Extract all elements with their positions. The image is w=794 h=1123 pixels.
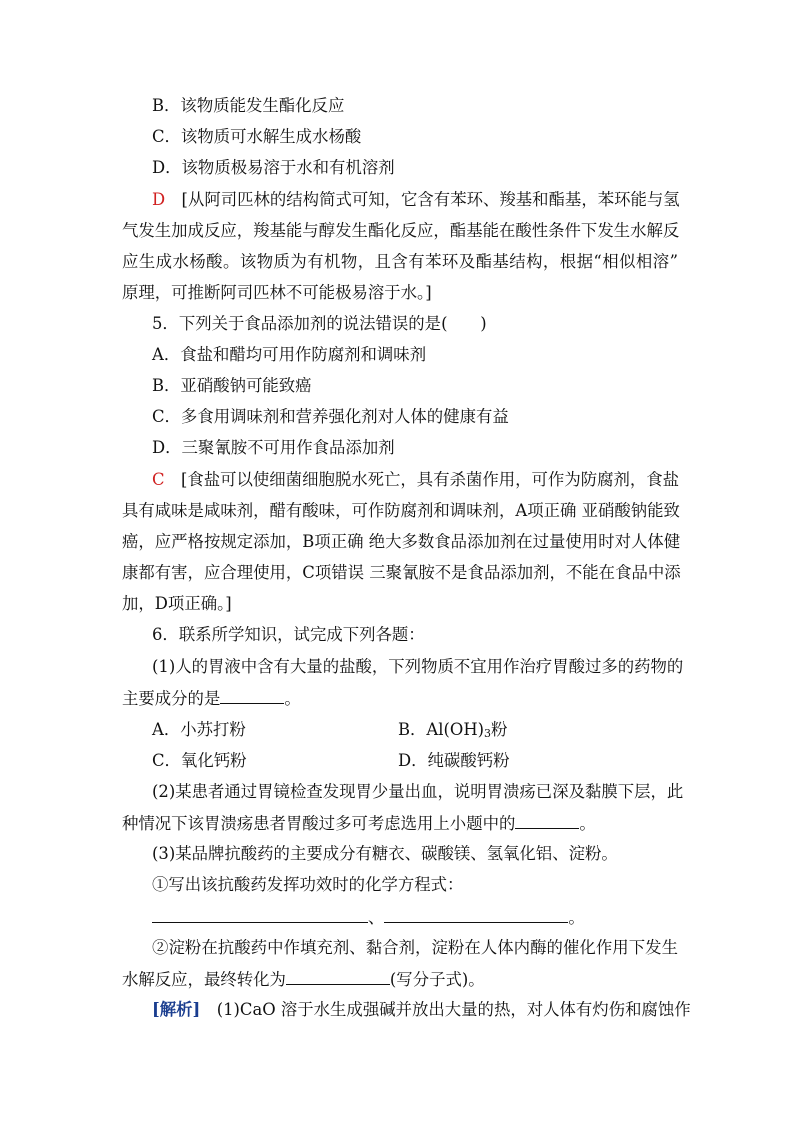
- q6-p3-2b: 水解反应，最终转化为: [122, 970, 286, 989]
- q5-explanation-line1: [152, 469, 678, 491]
- q4-option-c: C．该物质可水解生成水杨酸: [152, 127, 362, 146]
- q5-stem: 5．下列关于食品添加剂的说法错误的是( ): [152, 314, 487, 333]
- q6-optb-sub: 3: [484, 727, 492, 740]
- answer-blank-2[interactable]: [515, 812, 579, 829]
- q5-option-d: D．三聚氰胺不可用作食品添加剂: [152, 438, 395, 457]
- q6-stem: 6．联系所学知识，试完成下列各题：: [152, 625, 425, 644]
- q6-options-row1: [152, 719, 678, 741]
- q6-p1b: 主要成分的是: [122, 689, 221, 708]
- q5-answer: C: [152, 470, 165, 489]
- analysis-text: (1)CaO 溶于水生成强碱并放出大量的热，对人体有灼伤和腐蚀作: [216, 1000, 691, 1019]
- q6-part3: (3)某品牌抗酸药的主要成分有糖衣、碳酸镁、氢氧化铝、淀粉。: [152, 844, 618, 863]
- q6-part3-sub1: ①写出该抗酸药发挥功效时的化学方程式：: [152, 875, 464, 894]
- answer-blank-4[interactable]: [384, 906, 568, 923]
- q5-option-c: C．多食用调味剂和营养强化剂对人体的健康有益: [152, 407, 509, 426]
- q5-explanation-line4: 康都有害，应合理使用，C项错误 三聚氰胺不是食品添加剂，不能在食品中添: [122, 563, 681, 582]
- q6-option-a: A．小苏打粉: [152, 720, 246, 739]
- q4-option-b: B．该物质能发生酯化反应: [152, 96, 345, 115]
- answer-blank-1[interactable]: [220, 687, 284, 704]
- q4-exp1: [从阿司匹林的结构简式可知，它含有苯环、羧基和酯基，苯环能与氢: [181, 190, 680, 209]
- q6-part3-sub2-line1: ②淀粉在抗酸药中作填充剂、黏合剂，淀粉在人体内酶的催化作用下发生: [152, 938, 678, 957]
- q6-equation-end: 。: [568, 908, 585, 927]
- analysis-tag: [解析]: [152, 1000, 201, 1019]
- q6-option-c: C．氧化钙粉: [152, 751, 247, 770]
- q5-option-a: A．食盐和醋均可用作防腐剂和调味剂: [152, 345, 427, 364]
- q6-p1b-end: 。: [284, 689, 301, 708]
- q6-p2b: 种情况下该胃溃疡患者胃酸过多可考虑选用上小题中的: [122, 814, 516, 833]
- q4-answer: D: [152, 190, 166, 209]
- q4-explanation-line4: 原理，可推断阿司匹林不可能极易溶于水。]: [122, 283, 432, 302]
- q6-option-d: D．纯碳酸钙粉: [398, 751, 510, 770]
- q6-part2-line1: (2)某患者通过胃镜检查发现胃少量出血，说明胃溃疡已深及黏膜下层，此: [152, 782, 684, 801]
- q6-part2-line2: [122, 812, 678, 835]
- q6-options-row2: [152, 750, 678, 772]
- q5-exp1: [食盐可以使细菌细胞脱水死亡，具有杀菌作用，可作为防腐剂，食盐: [180, 470, 680, 489]
- q4-option-d: D．该物质极易溶于水和有机溶剂: [152, 158, 395, 177]
- q4-explanation-line1: [152, 189, 678, 211]
- q5-option-b: B．亚硝酸钠可能致癌: [152, 376, 312, 395]
- q6-optb-pre: B．Al(OH): [398, 720, 485, 739]
- q6-equation-blanks: [152, 906, 678, 929]
- q6-separator: 、: [368, 908, 385, 927]
- q6-part3-sub2-line2: [122, 968, 678, 991]
- q6-part1-line1: (1)人的胃液中含有大量的盐酸，下列物质不宜用作治疗胃酸过多的药物的: [152, 657, 684, 676]
- q6-optb-post: 粉: [491, 720, 508, 739]
- q4-explanation-line3: 应生成水杨酸。该物质为有机物，且含有苯环及酯基结构，根据“相似相溶”: [122, 252, 678, 271]
- q6-part1-line2: [122, 687, 678, 710]
- q6-option-b: [398, 719, 507, 745]
- answer-blank-3[interactable]: [152, 906, 368, 923]
- q6-analysis-line1: [152, 999, 691, 1021]
- answer-blank-5[interactable]: [286, 968, 390, 985]
- q6-p3-2b-end: (写分子式)。: [389, 970, 485, 989]
- q4-explanation-line2: 气发生加成反应，羧基能与醇发生酯化反应，酯基能在酸性条件下发生水解反: [122, 221, 680, 240]
- q5-explanation-line2: 具有咸味是咸味剂，醋有酸味，可作防腐剂和调味剂，A项正确 亚硝酸钠能致: [122, 501, 680, 520]
- q5-explanation-line5: 加，D项正确。]: [122, 594, 232, 613]
- q5-explanation-line3: 癌，应严格按规定添加，B项正确 绝大多数食品添加剂在过量使用时对人体健: [122, 532, 681, 551]
- q6-p2b-end: 。: [579, 814, 596, 833]
